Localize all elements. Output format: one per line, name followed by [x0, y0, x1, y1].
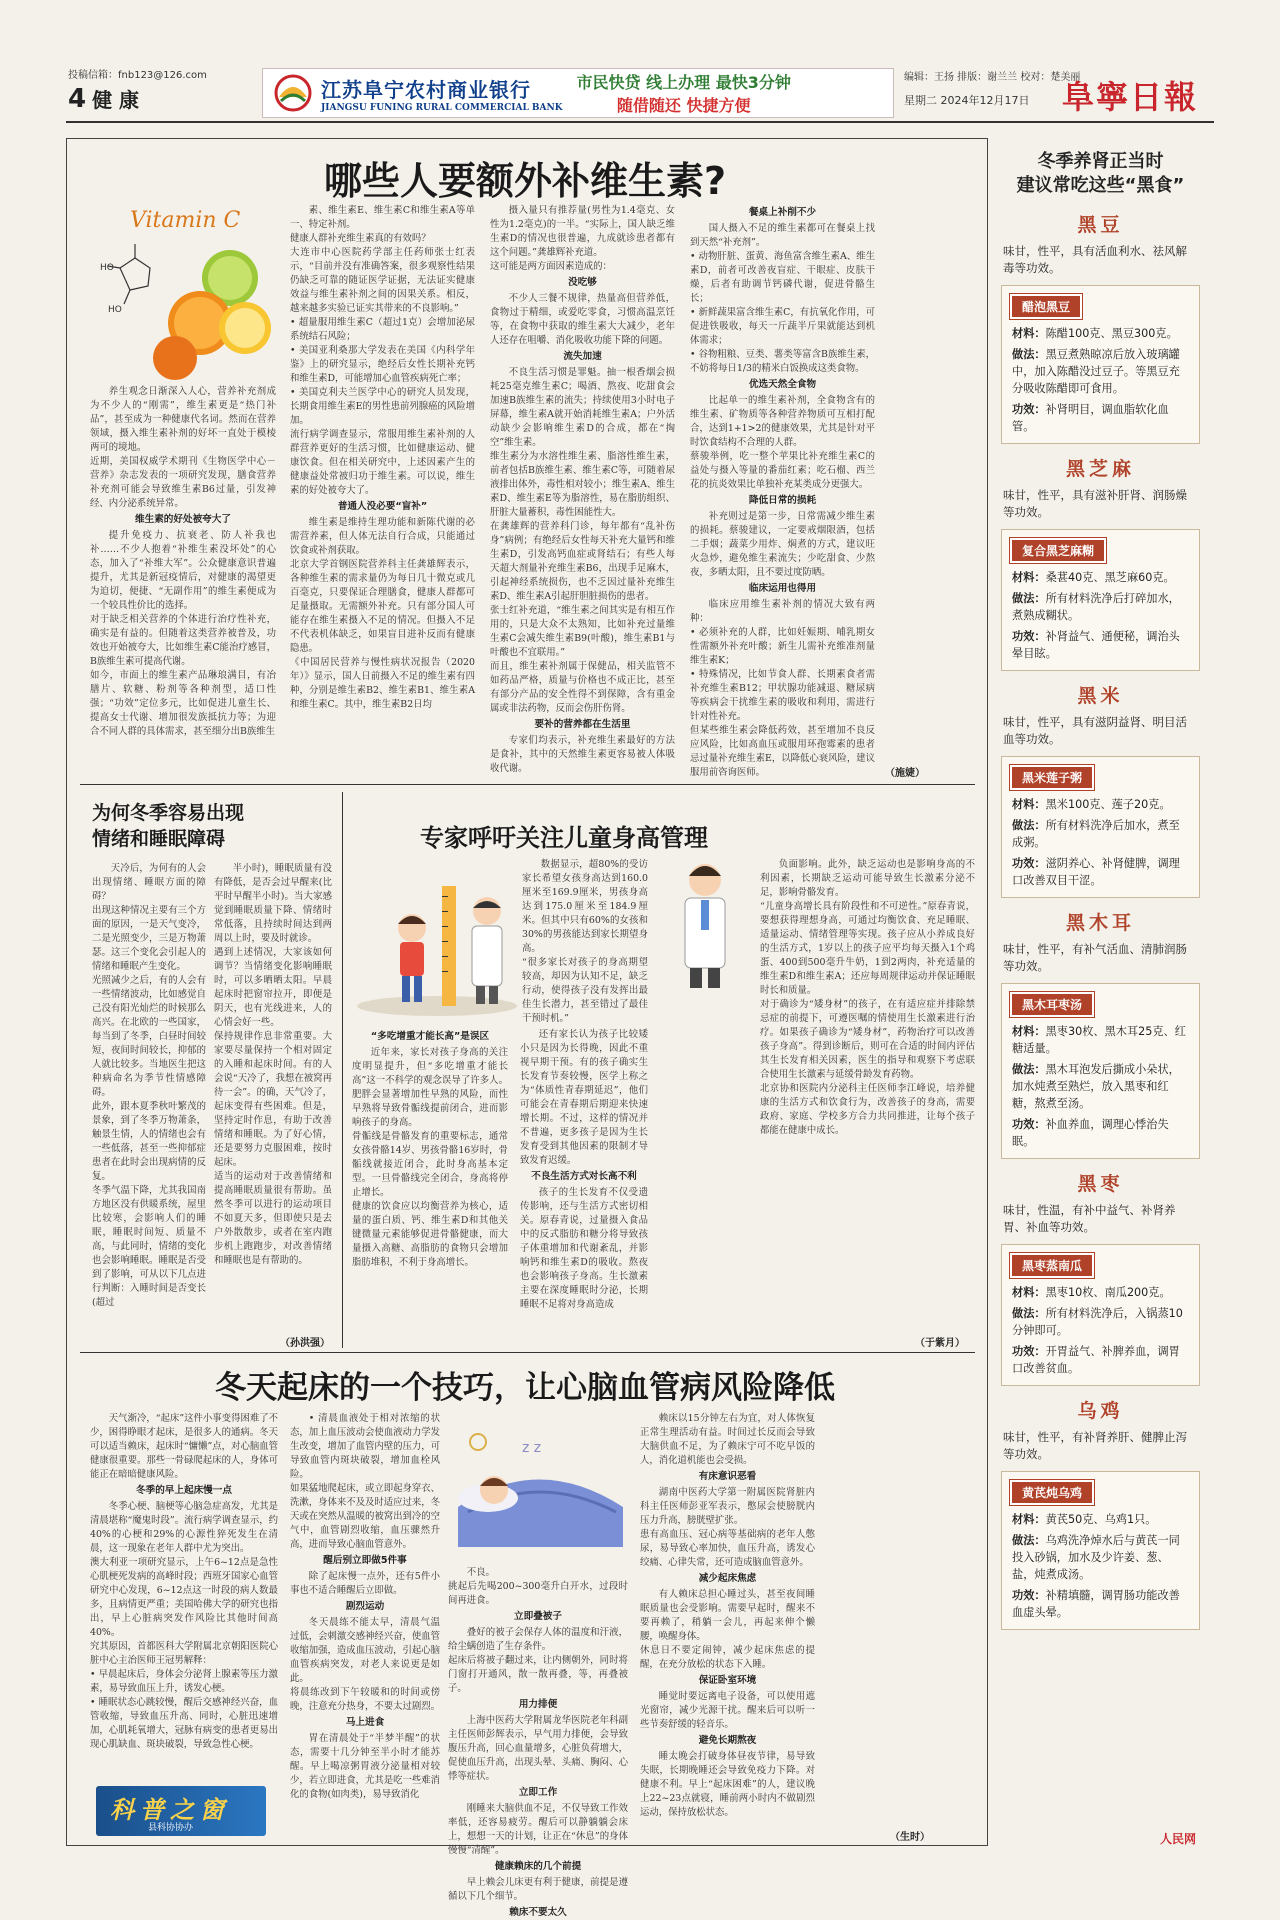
- article1-col2-subhead: 普通人没必要“盲补”: [337, 501, 428, 512]
- article3-byline: （于紫月）: [915, 1338, 965, 1349]
- article4-col3-subhead5: 赖床不要太久: [509, 1907, 567, 1918]
- section-name: 健 康: [92, 88, 140, 112]
- recipe-name: 黑木耳枣汤: [1010, 992, 1094, 1017]
- page-number: 4: [68, 84, 87, 114]
- article1-col4-subhead3: 降低日常的损耗: [748, 495, 817, 506]
- article1-col3: 摄入量只有推荐量(男性为1.4毫克、女性为1.2毫克)的一半。“实际上，国人缺乏维生素D的情况也很普遍，九成就诊患者都有这个问题。”龚雄辉补充道。 这可能是两方面因素造成的： 没吃够 不少人三餐不规律，热量高但营养低，食物过于精细，或爱吃零食，习惯高温烹饪等，在食物中获取的维生素大大减少，老年人还存在咀嚼、消化吸收功能下降的问题。 流失加速 不良生活习惯是罪魁。抽一根香烟会损耗25毫克维生素C；喝酒、熬夜、吃甜食会加速B族维生素的流失；持续使用3小时电子屏幕，维生素A就开始消耗维生素A；户外活动缺少会影响维生素D的合成，都在“掏空”维生素。 维生素分为水溶性维生素、脂溶性维生素，前者包括B族维生素、维生素C等，可随着尿液排出体外，毒性相对较小；维生素A、维生素D、维生素E等为脂溶性，易在脂肪组织、肝脏大量蓄积，毒性困能性大。 在龚雄辉的营养科门诊，每年都有“乱补伤身”病例；有绝经后女性每天补充大量钙和维生素D，引发高钙血症或肾结石；有些人每天超大剂量补充维生素B6，出现手足麻木，引起神经系统损伤，也不乏因过量补充维生素D、维生素A引起肝胆脏损伤的患者。 张士红补充道，“维生素之间其实是有相互作用的，只是大众不太熟知，比如补充过量维生素C会减失维生素B9(叶酸)，维生素B1与叶酸也不宜联用。” 而且，维生素补剂属于保健品，相关监管不如药品严格，质量与价格也不成正比，甚至有部分产品的安全性得不到保障，含有重金属或非法药物，反而会伤肝伤肾。 要补的营养都在生活里 专家们均表示，补充维生素最好的方法是食补，其中的天然维生素更容易被人体吸收代谢。: [490, 205, 675, 774]
- food-description: 味甘，性平，具有滋阴益肾、明目活血等功效。: [1003, 715, 1187, 746]
- food-name: 黑木耳: [1065, 912, 1135, 934]
- vitamin-c-illustration: [90, 208, 275, 378]
- recipe-name: 醋泡黑豆: [1010, 294, 1082, 319]
- article2-col1: 天冷后，为何有的人会出现情绪、睡眠方面的障碍？ 出现这种情况主要有三个方面的原因，一是天气变冷，二是光照变少，三是万物萧瑟。这三个变化会引起人的情绪和睡眠产生变化。 光照减少之后，有的人会有一些情绪波动，比如感觉自己没有阳光灿烂的时候那么高兴。在北欧的一些国家，每当到了冬季，白昼时间较短，夜间时间较长，抑郁的人就比较多。当地医生把这种病命名为季节性情感障碍。 此外，跟本夏季秋叶繁茂的景象，到了冬季万物萧条，触景生情，人的情绪也会有一些低落，甚至一些抑郁症患者在此时会出现病情的反复。 冬季气温下降，尤其我国南方地区没有供暖系统，屋里比较寒，会影响人们的睡眠，睡眠时间短、质量不高，与此同时，情绪的变化也会影响睡眠。睡眠是否受到了影响，可从以下几点进行判断：入睡时间是否变长(超过: [92, 863, 206, 1308]
- science-window-subtitle: 县科协协办: [148, 1823, 194, 1833]
- recipe-method: 做法：黑木耳泡发后撕成小朵状，加水炖煮至熟烂，放入黑枣和红糖，熬煮至汤。: [1012, 1063, 1180, 1110]
- recipe-material: 材料：黑枣10枚、南瓜200克。: [1012, 1286, 1171, 1299]
- recipe-method: 做法：所有材料洗净后加水，煮至成粥。: [1012, 819, 1180, 849]
- article3-col3: 负面影响。此外，缺乏运动也是影响身高的不利因素，长期缺乏运动可能导致生长激素分泌不足，影响骨骼发育。 “儿童身高增长具有阶段性和不可逆性。”原春青说，要想获得理想身高，可通过均衡饮食、充足睡眠、适量运动、情绪管理等实现。孩子应从小养成良好的生活方式，1岁以上的孩子应平均每天摄入1个鸡蛋、400到500毫升牛奶，1到2两肉，补充适量的维生素D和维生素A；还应每周规律运动并保证睡眠时长和质量。 对于确诊为“矮身材”的孩子，在有适应症并排除禁忌症的前提下，可遵医嘱的情使用生长激素进行治疗。如果孩子确诊为“矮身材”，药物治疗可以改善孩子身高”。得到诊断后，则可在合适的时间内评估其生长发育相关因素，医生的指导和观察下考虑联合使用生长激素与延缓骨龄发育药物。 北京协和医院内分泌科主任医师李江峰说，培养健康的生活方式和饮食行为，改善孩子的身高，需要政府、家庭、学校多方合力共同推进，让每个孩子都能在健康中成长。: [760, 859, 975, 1136]
- recipe-effect: 功效：补肾益气、通便秘，调治头晕目眩。: [1012, 630, 1180, 660]
- article3-col2: 还有家长认为孩子比较矮小只是因为长得晚，因此不重视早期干预。有的孩子确实生长发育节奏较慢，医学上称之为“体质性青春期延迟”，他们可能会在青春期后期迎来快速增长期。不过，这样的情况并不普遍，更多孩子是因为生长发育受到其他因素的限制才导致发育迟缓。 不良生活方式对长高不利 孩子的生长发育不仅受遗传影响，还与生活方式密切相关。原春青说，过量摄入食品中的反式脂肪和糖分将导致孩子体重增加和代谢紊乱，并影响钙和维生素D的吸收。熬夜也会影响孩子身高。生长激素主要在深度睡眠时分泌，长期睡眠不足将对身高造成: [520, 1029, 648, 1310]
- recipe-material: 材料：陈醋100克、黑豆300克。: [1012, 327, 1178, 340]
- science-window-title: 科普之窗: [110, 1795, 230, 1824]
- food-name: 黑豆: [1077, 214, 1124, 236]
- recipe-box: [1001, 756, 1200, 898]
- food-description: 味甘，性平，有补肾养肝、健脾止泻等功效。: [1003, 1430, 1187, 1461]
- article4-col4: 赖床以15分钟左右为宜，对人体恢复正常生理活动有益。时间过长反而会导致大脑供血不足，为了赖床宁可不吃早饭的人，消化道机能也会受损。 有床意识恶看 湖南中医药大学第一附属医院肾脏内科主任医师彭亚军表示，憋尿会使膀胱内压力升高，膀胱壁扩张。 患有高血压、冠心病等基础病的老年人憋尿，易导致心率加快，血压升高，诱发心绞痛、心律失常，还可造成脑血管意外。 减少起床焦虑 有人赖床总担心睡过头，甚至夜间睡眠质量也会受影响。需要早起时，醒来不要再赖了，稍躺一会儿，再起来伸个懒腰，唤醒身体。 休息日不要定闹钟，减少起床焦虑的提醒，在充分放松的状态下入睡。 保证卧室环境 睡觉时要远离电子设备，可以使用遮光窗帘，减少光源干扰。醒来后可以听一些节奏舒缓的轻音乐。 避免长期熬夜 睡太晚会打破身体昼夜节律，易导致失眠，长期晚睡还会导致免疫力下降。对健康不利。早上“起床困难”的人，建议晚上22~23点就寝，睡前两小时内不做剧烈运动，保持放松状态。: [640, 1413, 815, 1818]
- recipe-material: 材料：黑枣30枚、黑木耳25克、红糖适量。: [1012, 1025, 1186, 1055]
- recipe-effect: 功效：补血养血，调理心悸治失眠。: [1012, 1118, 1169, 1148]
- food-block: [993, 681, 1208, 898]
- doctor-illustration: [655, 850, 755, 990]
- recipe-name: 黑米莲子粥: [1010, 765, 1094, 790]
- article3-col1-subhead: “多吃增重才能长高”是误区: [370, 1031, 490, 1042]
- bank-slogan-1: 市民快贷 线上办理 最快3分钟: [576, 73, 791, 92]
- food-name: 乌鸡: [1077, 1400, 1124, 1422]
- article1-col4: 餐桌上补削不少 国人摄入不足的维生素都可在餐桌上找到天然“补充剂”。 • 动物肝脏、蛋黄、海鱼富含维生素A、维生素D，前者可改善夜盲症、干眼症、皮肤干燥，后者有助调节钙磷代谢，促进骨骼生长； • 新鲜蔬果富含维生素C，有抗氧化作用，可促进铁吸收，每天一斤蔬半斤果就能达到机体需求； • 谷物粗粮、豆类、薯类等富含B族维生素，不妨将每日1/3的精米白饭换成这类食物。 优选天然全食物 比起单一的维生素补剂，全食物含有的维生素、矿物质等各种营养物质可互相打配合，达到1+1>2的健康效果，尤其是针对平时饮食结构不合理的人群。 蔡骏举例，吃一整个苹果比补充维生素C的益处与摄入等量的番茄红素；吃石榴、西兰花的抗炎效果比单独补充某类成分更强大。 降低日常的损耗 补充则过是第一步，日常需减少维生素的损耗。蔡骏建议，一定要戒烟限酒，包括二手烟；蔬菜少用炸、焖煮的方式，建议旺火急炒，避免维生素流失；少吃甜食、少熬夜，多晒太阳，且不要过度防晒。 临床运用也得用 临床应用维生素补剂的情况大致有两种： • 必须补充的人群，比如妊娠期、哺乳期女性需额外补充叶酸；新生儿需补充维准剂量维生素K； • 特殊情况，比如节食人群、长期素食者需补充维生素B12；甲状腺功能减退、糖尿病等疾病会干扰维生素的吸收和利用，需进行针对性补充。 但某些维生素会降低药效，甚至增加不良反应风险，比如高血压或服用环孢霉素的患者忌过量补充维生素E，以降低心衰风险，建议服用前咨询医师。: [690, 207, 875, 778]
- editor-credits: 编辑：王扬 排版：谢兰兰 校对：楚美丽: [904, 72, 1081, 83]
- article1-byline: （施婕）: [885, 768, 925, 779]
- vitamin-c-label: Vitamin C: [130, 208, 241, 233]
- food-description: 味甘，性平，具有活血利水、祛风解毒等功效。: [1003, 244, 1187, 275]
- recipe-effect: 功效：开胃益气、补脾养血，调胃口改善贫血。: [1012, 1345, 1180, 1375]
- svg-text:z z: z z: [522, 1440, 542, 1456]
- food-description: 味甘，性平，有补气活血、清肺润肠等功效。: [1003, 942, 1187, 973]
- article1-col3-subhead2: 流失加速: [563, 351, 602, 362]
- article1-col4-subhead4: 临床运用也得用: [748, 583, 817, 594]
- sleeping-illustration: [448, 1412, 630, 1562]
- citrus-molecule-icon: [90, 208, 275, 378]
- recipe-effect: 功效：补肾明目，调血脂软化血管。: [1012, 403, 1169, 433]
- article1-col1-subhead: 维生素的好处被夸大了: [135, 514, 231, 525]
- recipe-method: 做法：黑豆煮熟晾凉后放入玻璃罐中，加入陈醋没过豆子。等黑豆充分吸收陈醋即可食用。: [1012, 348, 1180, 395]
- footer-logo: 人民网: [1160, 1832, 1197, 1846]
- article4-col3-subhead2: 用力排便: [518, 1699, 558, 1710]
- article4-col3-subhead3: 立即工作: [518, 1787, 558, 1798]
- article1-col4-subhead2: 优选天然全食物: [748, 379, 817, 390]
- article1-col2: 素、维生素E、维生素C和维生素A等单一、特定补剂。 健康人群补充维生素真的有效吗？ 大连市中心医院药学部主任药师张士红表示，“目前并没有准确答案，很多观察性结果仍缺乏可靠的随证医学证据，无法证实健康效益与维生素补剂之间的因果关系。相反，越来越多实验已证实其带来的不良影响。” • 超量服用维生素C（超过1克）会增加泌尿系统结石风险； • 美国亚利桑那大学发表在美国《内科学年鉴》上的研究显示，绝经后女性长期补充钙和维生素D，可能增加心血管疾病死亡率； • 美国克利夫兰医学中心的研究人员发现，长期食用维生素E的男性患前列腺癌的风险增加。 流行病学调查显示，常服用维生素补剂的人群营养更好的生活习惯，比如健康运动、健康饮食。但在相关研究中，上述因素产生的健康益处常被归功于维生素。可以说，维生素的好处被夸大了。 普通人没必要“盲补” 维生素是维持生理功能和新陈代谢的必需营养素，但人体无法自行合成，只能通过饮食或补剂获取。 北京大学首钢医院营养科主任龚雄辉表示，各种维生素的需求量仍为每日几十微克或几百毫克，只要保证合理膳食，健康人群都可足量摄取。无需额外补充。只有部分国人可能存在维生素摄入不足的情况。但摄入不足不代表机体缺乏，如果盲目进补反而有健康隐患。 《中国居民营养与慢性病状况报告（2020年）》显示，国人日前摄入不足的维生素有四种，分别是维生素B2、维生素B1、维生素A和维生素C。其中，维生素B2日均: [290, 205, 475, 710]
- page-section: [68, 84, 139, 114]
- food-description: 味甘，性温，有补中益气、补肾养胃、补血等功效。: [1003, 1203, 1176, 1234]
- recipe-effect: 功效：滋阴养心、补肾健脾，调理口改善双目干涩。: [1012, 857, 1180, 887]
- sidebar-title: 冬季养肾正当时 建议常吃这些“黑食”: [1016, 151, 1185, 196]
- issue-date: 星期二 2024年12月17日: [904, 94, 1030, 107]
- article4-col1-subhead: 冬季的早上起床慢一点: [136, 1485, 232, 1496]
- food-block: [993, 1169, 1208, 1386]
- svg-text:HO: HO: [100, 263, 114, 273]
- bank-logo-icon: [271, 73, 315, 113]
- article2-title: 为何冬季容易出现 情绪和睡眠障碍: [92, 802, 245, 850]
- food-description: 味甘，性平，具有滋补肝肾、润肠燥等功效。: [1003, 488, 1187, 519]
- article2-col2: 半小时)，睡眠质量有没有降低，是否会过早醒来(比平时早醒半小时)。当大家感觉到睡眠质量下降、情绪时常低落，且持续时间达到两周以上时，要及时就诊。 遇到上述情况，大家该如何调节？当情绪变化影响睡眠时，可以多晒晒太阳。早晨起床时把窗帘拉开，即便是阴天，也有光线进来，人的心情会好一些。 保持规律作息非常重要。大家要尽量保持一个相对固定的入睡和起床时间。有的人会说“天冷了，我想在被窝再待一会”。的确，天气冷了，起床变得有些困难。但是，坚持定时作息，有助于改善情绪和睡眠。为了好心情，还是要努力克服困难，按时起床。 适当的运动对于改善情绪和提高睡眠质量很有帮助。虽然冬季可以进行的运动项目不如夏天多，但即使只是去户外散散步，或者在室内跑步机上跑跑步，对改善情绪和睡眠也是有帮助的。: [214, 863, 332, 1266]
- height-check-illustration: [352, 856, 522, 1021]
- food-name: 黑米: [1077, 685, 1124, 707]
- recipe-box: [1001, 1244, 1200, 1386]
- recipe-box: [1001, 529, 1200, 671]
- article4-col2-subhead1: 醒后别立即做5件事: [323, 1555, 407, 1566]
- doctor-child-icon: [352, 856, 522, 1021]
- food-block: [993, 210, 1208, 444]
- article4-col3-subhead1: 立即叠被子: [514, 1611, 562, 1622]
- bank-name-en: JIANGSU FUNING RURAL COMMERCIAL BANK: [321, 102, 563, 113]
- doctor-icon: [655, 850, 755, 990]
- article4-col3: 不良。 挑起后先喝200~300毫升白开水，过段时间再进食。 立即叠被子 叠好的被子会保存人体的温度和汗液，给尘螨创造了生存条件。 起床后将被子翻过来，让内侧朝外，同时将门窗打开通风，散一散再叠，等，再叠被子。 用力排便 上海中医药大学附属龙华医院老年科副主任医师彭辉表示，早气用力排便，会导致腹压升高，回心血量增多，心脏负荷增大，促使血压升高，出现头晕、头痛、胸闷、心悸等症状。 立即工作 刚睡来大脑供血不足，不仅导致工作效率低，还容易疲劳。醒后可以静躺躺会床上，想想一天的计划，让正在“休息”的身体慢慢“清醒”。 健康赖床的几个前提 早上赖会儿床更有利于健康，前提是遵循以下几个细节。 赖床不要太久: [448, 1567, 628, 1918]
- food-block: [993, 908, 1208, 1159]
- article4-col3-subhead4: 健康赖床的几个前提: [494, 1861, 582, 1872]
- food-name: 黑芝麻: [1065, 458, 1135, 480]
- sidebar-black-foods: [993, 146, 1208, 1846]
- article4-byline: （生时）: [890, 1832, 930, 1843]
- recipe-name: 黄芪炖乌鸡: [1010, 1480, 1094, 1505]
- svg-text:HO: HO: [108, 305, 122, 315]
- article4-col4-subhead3: 保证卧室环境: [698, 1675, 757, 1686]
- article4-title: 冬天起床的一个技巧，让心脑血管病风险降低: [215, 1370, 835, 1406]
- article1-col1: 养生观念日渐深入人心，营养补充剂成为不少人的“刚需”，维生素更是“热门补品”，甚至成为一种健康代名词。然而在营养领域，摄入维生素补剂的好坏一直处于模棱两可的境地。 近期，美国权威学术期刊《生物医学中心－营养》杂志发表的一项研究发现，膳食营养补充剂可能会导致维生素B6过量，引发神经、内分泌系统异常。 维生素的好处被夸大了 提升免疫力、抗衰老、防人补我也补……不少人抱着“补维生素没坏处”的心态，加入了“补维大军”。公众健康意识普遍提升，尤其是新冠疫情后，对健康的渴望更为迫切，便捷、“无副作用”的维生素便成为一个较具性价比的选择。 对于缺乏相关营养的个体进行治疗性补充，确实是有益的。但随着这类营养被普及，功效也开始被夸大，比如维生素C能治疗感冒，B族维生素可提高代谢。 如今，市面上的维生素产品琳琅满目，有冶膳片、软糖、粉剂等各种剂型，适口性强；“功效”定位多元，比如促进儿童生长、提高女士代谢、增加很发族抵抗力等；为迎合不同人群的具体需求，甚至细分出B族维生: [90, 386, 276, 737]
- article4-col2-subhead3: 马上进食: [345, 1717, 385, 1728]
- recipe-box: [1001, 983, 1200, 1159]
- submission-email: 投稿信箱：fnb123@126.com: [68, 70, 207, 81]
- article4-col2: • 清晨血液处于相对浓缩的状态，加上血压波动会使血液动力学发生改变，增加了血管内壁的压力，可导致血管内斑块破裂，增加血栓风险。 如果猛地爬起床，或立即起身穿衣、洗漱，身体来不及及时适应过来，冬天或在突然从温暖的被窝出到冷的空气中，血管剧烈收缩，血压骤然升高，进而导致心脑血管意外。 醒后别立即做5件事 除了起床慢一点外，还有5件小事也不适合睡醒后立即做。 剧烈运动 冬天晨练不能太早，清晨气温过低，会刺激交感神经兴奋，使血管收缩加强，造成血压波动，引起心脑血管疾病突发，对老人来说更是如此。 将晨练改到下午较暖和的时间或傍晚，注意充分热身，不要太过剧烈。 马上进食 胃在清晨处于“半梦半醒”的状态，需要十几分钟至半小时才能苏醒。早上喝凉粥胃液分泌量相对较少，若立即进食，尤其是吃一些难消化的食物(如肉类)，易导致消化: [290, 1413, 441, 1800]
- recipe-box: [1001, 1471, 1200, 1630]
- newspaper-name: 阜寧日報: [1062, 78, 1199, 116]
- recipe-name: 复合黑芝麻糊: [1010, 538, 1106, 563]
- recipe-effect: 功效：补精填髓，调胃肠功能改善血虚头晕。: [1012, 1589, 1180, 1619]
- article4-col1: 天气渐冷，“起床”这件小事变得困难了不少，困得睁眼才起床，是很多人的通病。冬天可以适当赖床，起床时“慵懒”点，对心脑血管健康很重要。那些一骨碌爬起床的人，身体可能正在暗暗健康风险。 冬季的早上起床慢一点 冬季心梗、脑梗等心脑急症高发，尤其是清晨堪称“魔鬼时段”。流行病学调查显示，约40%的心梗和29%的心源性猝死发生在清晨，这一现象在老年人群中尤为突出。 澳大利亚一项研究显示，上午6~12点是急性心肌梗死发病的高峰时段；西班牙国家心血管研究中心发现，6~12点这一时段的病人数最多，且病情更严重；美国哈佛大学的研究也指出，早上心脏病突发作风险比其他时间高40%。 究其原因，首都医科大学附属北京朝阳医院心脏中心主治医师王冠男解释： • 早晨起床后，身体会分泌肾上腺素等压力激素，易导致血压上升，诱发心梗。 • 睡眠状态心跳较慢，醒后交感神经兴奋，血管收缩，导致血压升高、同时，心脏迅速增加，心肌耗氧增大，冠脉有病变的患者更易出现心肌缺血、斑块破裂，导致急性心梗。: [90, 1413, 278, 1750]
- recipe-material: 材料：黑米100克、莲子20克。: [1012, 798, 1171, 811]
- article1-title: 哪些人要额外补维生素?: [323, 159, 727, 203]
- article4-col4-subhead1: 有床意识恶看: [698, 1471, 757, 1482]
- article1-col3-subhead1: 没吃够: [568, 277, 597, 288]
- article1-col3-subhead3: 要补的营养都在生活里: [534, 719, 631, 730]
- recipe-method: 做法：乌鸡洗净焯水后与黄芪一同投入砂锅，加水及少许姜、葱、盐，炖煮成汤。: [1012, 1534, 1180, 1581]
- recipe-material: 材料：桑葚40克、黑芝麻60克。: [1012, 571, 1175, 584]
- article1-col4-subhead1: 餐桌上补削不少: [748, 207, 817, 218]
- article3-col1: “多吃增重才能长高”是误区 近年来，家长对孩子身高的关注度明显提升，但“多吃增重才能长高”这一不科学的观念误导了许多人。肥胖会显著增加性早熟的风险，而性早熟将导致骨骺线提前闭合，进而影响孩子的身高。 骨骺线是骨骼发育的重要标志，通常女孩骨骼14岁、男孩骨骼16岁时，骨骺线就接近闭合，此时身高基本定型。一旦骨骼线完全闭合，身高将停止增长。 健康的饮食应以均衡营养为核心，适量的蛋白质、钙、维生素D和其他关键微量元素能够促进骨骼健康，而大量摄入高糖、高脂肪的食物只会增加脂肪堆积，不利于身高增长。: [352, 1031, 508, 1268]
- sleeping-person-icon: [448, 1412, 630, 1562]
- science-window-box: [96, 1786, 266, 1836]
- article3-col2-subhead: 不良生活方式对长高不利: [531, 1171, 637, 1182]
- recipe-material: 材料：黄芪50克、乌鸡1只。: [1012, 1513, 1157, 1526]
- food-block: [993, 454, 1208, 671]
- recipe-method: 做法：所有材料洗净后，入锅蒸10分钟即可。: [1012, 1307, 1183, 1337]
- article4-col2-subhead2: 剧烈运动: [345, 1601, 385, 1612]
- food-block: [993, 1396, 1208, 1630]
- article3-col1-top: 数据显示，超80%的受访家长希望女孩身高达到160.0厘米至169.9厘米，男孩身高达到175.0厘米至184.9厘米。但其中只有60%的女孩和30%的男孩能达到家长期望身高。 “很多家长对孩子的身高期望较高，却因为认知不足，缺乏行动，使得孩子没有发挥出最佳生长潜力，甚至错过了最佳干预时机。”: [522, 859, 648, 1024]
- bank-name: 江苏阜宁农村商业银行: [321, 77, 531, 102]
- article4-col4-subhead2: 减少起床焦虑: [698, 1573, 757, 1584]
- article4-col4-subhead4: 避免长期熬夜: [698, 1735, 757, 1746]
- recipe-name: 黑枣蒸南瓜: [1010, 1253, 1094, 1278]
- article2-byline: （孙洪强）: [280, 1338, 330, 1349]
- food-name: 黑枣: [1077, 1173, 1124, 1195]
- recipe-box: [1001, 285, 1200, 444]
- bank-ad: [262, 68, 894, 118]
- bank-slogan-2: 随借随还 快捷方便: [616, 96, 751, 115]
- recipe-method: 做法：所有材料洗净后打碎加水，煮熟成糊状。: [1012, 592, 1180, 622]
- article3-title: 专家呼吁关注儿童身高管理: [420, 824, 708, 852]
